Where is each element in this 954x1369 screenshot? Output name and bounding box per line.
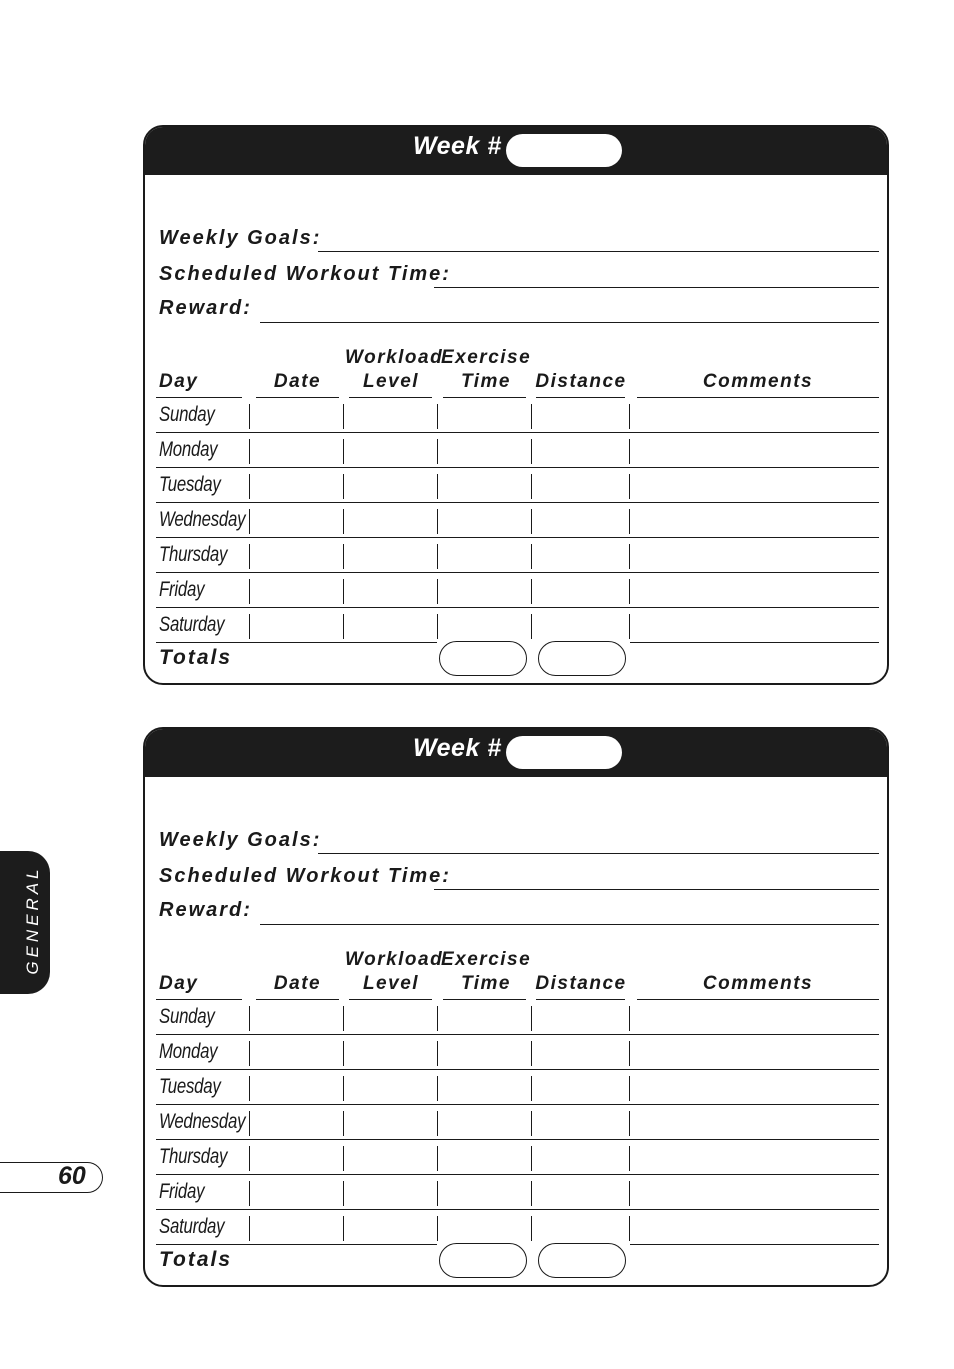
day-label: Saturday [159,613,225,636]
weekly-log-card-2 [143,727,889,1287]
week-number-field[interactable] [506,736,622,769]
total-exercise-time-field[interactable] [439,1243,527,1278]
column-header-date: Date [273,371,322,392]
day-label: Sunday [159,1005,215,1028]
column-header-exercise: Exercise [441,347,532,368]
column-header-exercise: Exercise [441,949,532,970]
day-label: Tuesday [159,473,221,496]
page-number: 60 [58,1162,86,1190]
week-label: Week # [413,734,502,762]
column-header-workload: Workload [345,949,444,970]
column-header-date: Date [273,973,322,994]
scheduled-workout-time-field[interactable] [434,889,879,890]
day-label: Thursday [159,543,228,566]
scheduled-workout-time-field[interactable] [434,287,879,288]
column-header-level: Level [362,371,420,392]
column-header-comments: Comments [702,371,814,392]
reward-field[interactable] [260,322,879,323]
week-header [145,729,887,777]
weekly-goals-label: Weekly Goals: [159,829,322,851]
day-label: Monday [159,438,218,461]
totals-label: Totals [159,646,233,669]
week-label: Week # [413,132,502,160]
scheduled-workout-time-label: Scheduled Workout Time: [159,865,451,887]
weekly-log-card-1 [143,125,889,685]
day-label: Wednesday [159,1110,246,1133]
day-label: Friday [159,1180,205,1203]
reward-field[interactable] [260,924,879,925]
column-header-comments: Comments [702,973,814,994]
day-label: Monday [159,1040,218,1063]
total-exercise-time-field[interactable] [439,641,527,676]
weekly-goals-field[interactable] [318,251,879,252]
column-header-distance: Distance [535,973,627,994]
total-distance-field[interactable] [538,1243,626,1278]
weekly-goals-field[interactable] [318,853,879,854]
day-label: Friday [159,578,205,601]
reward-label: Reward: [159,297,252,319]
column-header-level: Level [362,973,420,994]
column-header-distance: Distance [535,371,627,392]
column-header-time: Time [460,973,511,994]
week-number-field[interactable] [506,134,622,167]
day-label: Thursday [159,1145,228,1168]
totals-label: Totals [159,1248,233,1271]
weekly-goals-label: Weekly Goals: [159,227,322,249]
week-header [145,127,887,175]
reward-label: Reward: [159,899,252,921]
column-header-day: Day [159,973,199,994]
total-distance-field[interactable] [538,641,626,676]
day-label: Tuesday [159,1075,221,1098]
scheduled-workout-time-label: Scheduled Workout Time: [159,263,451,285]
day-label: Sunday [159,403,215,426]
page-number-tab [0,1162,103,1193]
day-label: Saturday [159,1215,225,1238]
column-header-day: Day [159,371,199,392]
column-header-workload: Workload [345,347,444,368]
day-label: Wednesday [159,508,246,531]
column-header-time: Time [460,371,511,392]
section-tab-label: GENERAL [23,865,42,975]
